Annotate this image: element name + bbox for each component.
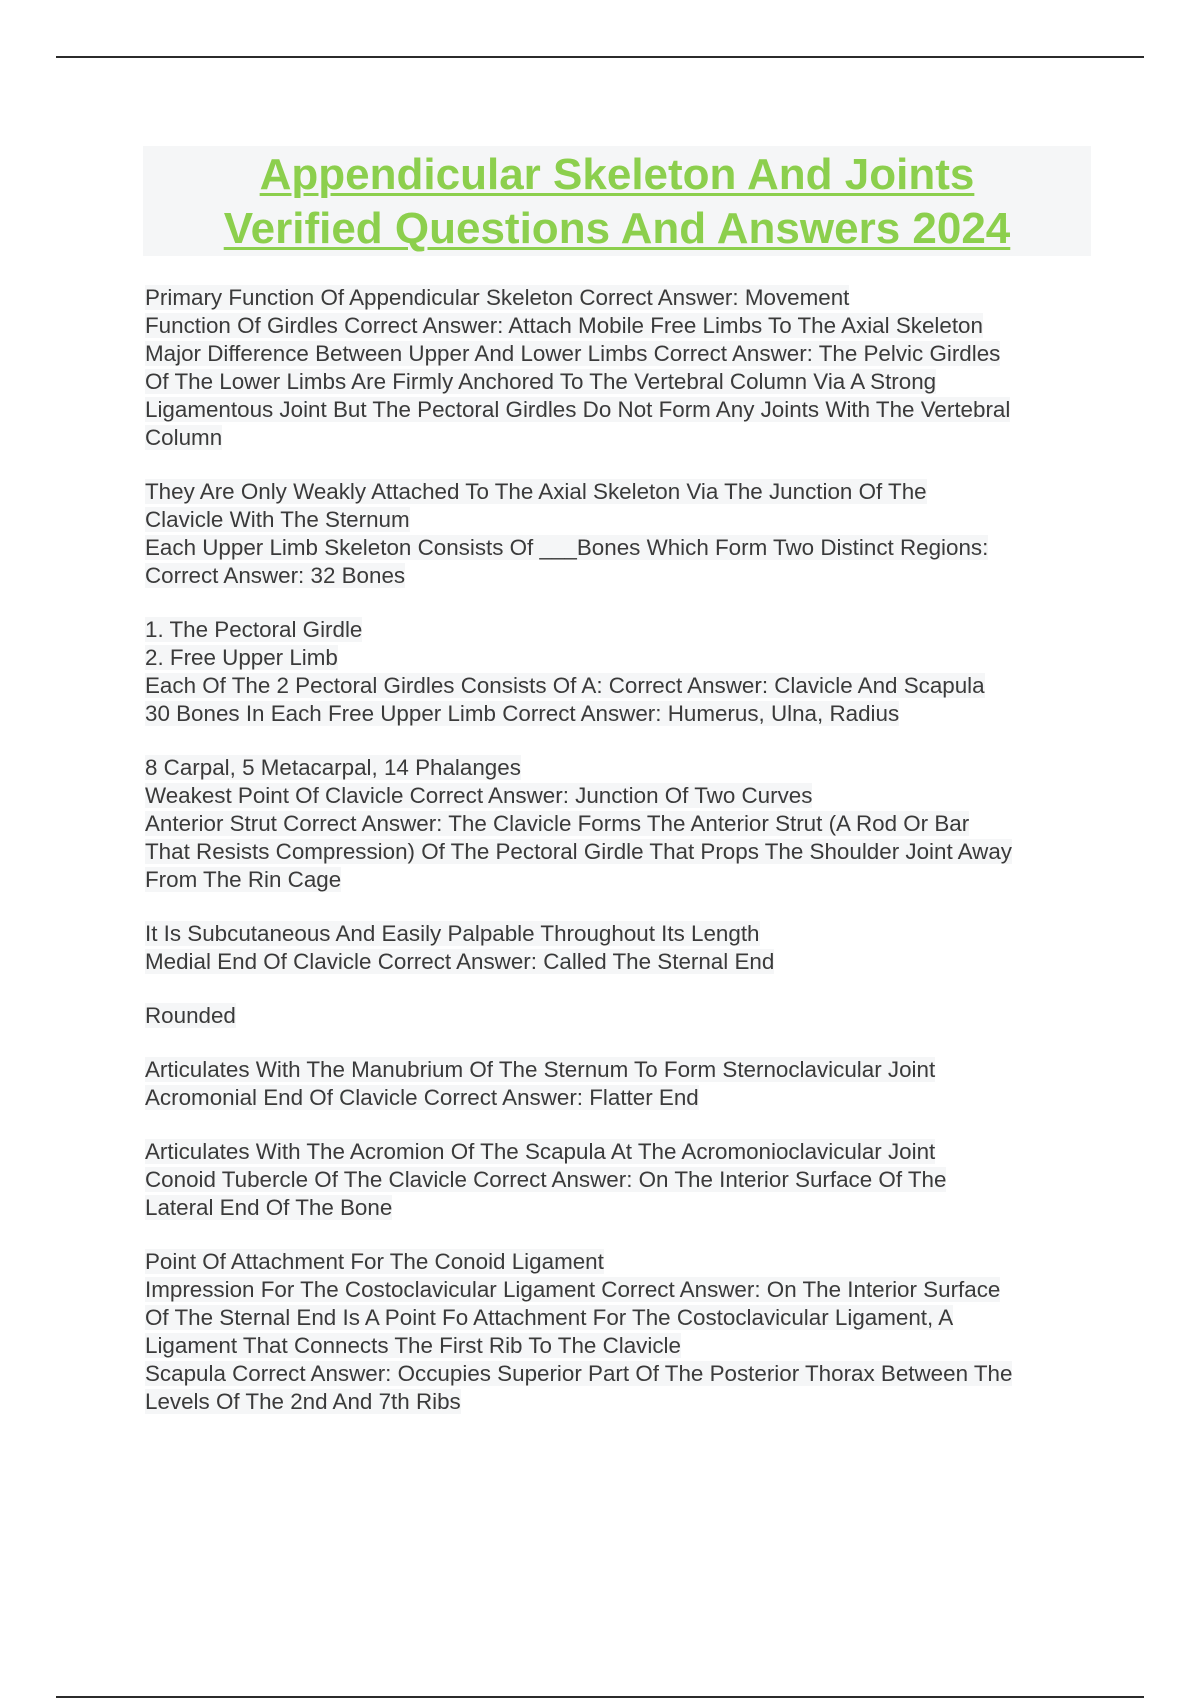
- text-line: [145, 672, 1095, 700]
- text-line: [145, 1084, 1095, 1112]
- text-line-content: 8 Carpal, 5 Metacarpal, 14 Phalanges: [145, 755, 521, 780]
- text-line: [145, 478, 1095, 506]
- text-line: [145, 616, 1095, 644]
- text-line-content: Function Of Girdles Correct Answer: Attach Mobile Free Limbs To The Axial Skeleton: [145, 313, 983, 338]
- qa-paragraph: [145, 616, 1095, 728]
- text-line: [145, 1138, 1095, 1166]
- text-line: [145, 1194, 1095, 1222]
- text-line: [145, 920, 1095, 948]
- text-line-content: Each Upper Limb Skeleton Consists Of ___Bones Which Form Two Distinct Regions:: [145, 535, 989, 560]
- text-line: [145, 506, 1095, 534]
- text-line-content: Levels Of The 2nd And 7th Ribs: [145, 1389, 461, 1414]
- text-line: [145, 810, 1095, 838]
- qa-paragraph: [145, 1248, 1095, 1416]
- text-line: [145, 838, 1095, 866]
- text-line-content: Articulates With The Acromion Of The Scapula At The Acromonioclavicular Joint: [145, 1139, 936, 1164]
- text-line-content: From The Rin Cage: [145, 867, 342, 892]
- qa-paragraph: [145, 920, 1095, 976]
- text-line: [145, 396, 1095, 424]
- qa-paragraph: [145, 754, 1095, 894]
- text-line-content: Correct Answer: 32 Bones: [145, 563, 406, 588]
- text-line-content: Major Difference Between Upper And Lower Limbs Correct Answer: The Pelvic Girdles: [145, 341, 1001, 366]
- text-line-content: Of The Sternal End Is A Point Fo Attachment For The Costoclavicular Ligament, A: [145, 1305, 954, 1330]
- text-line-content: 30 Bones In Each Free Upper Limb Correct Answer: Humerus, Ulna, Radius: [145, 701, 900, 726]
- text-line: [145, 948, 1095, 976]
- text-line-content: Impression For The Costoclavicular Ligament Correct Answer: On The Interior Surface: [145, 1277, 1001, 1302]
- text-line: [145, 700, 1095, 728]
- text-line: [145, 368, 1095, 396]
- text-line: [145, 866, 1095, 894]
- text-line-content: Each Of The 2 Pectoral Girdles Consists Of A: Correct Answer: Clavicle And Scapula: [145, 673, 985, 698]
- text-line-content: They Are Only Weakly Attached To The Axial Skeleton Via The Junction Of The: [145, 479, 927, 504]
- qa-paragraph: [145, 1138, 1095, 1222]
- text-line: [145, 424, 1095, 452]
- page-title-line-1: Appendicular Skeleton And Joints: [259, 150, 975, 199]
- qa-paragraph: [145, 1002, 1095, 1030]
- text-line-content: Primary Function Of Appendicular Skeleton Correct Answer: Movement: [145, 285, 850, 310]
- bottom-rule: [56, 1696, 1144, 1698]
- text-line-content: Anterior Strut Correct Answer: The Clavicle Forms The Anterior Strut (A Rod Or Bar: [145, 811, 970, 836]
- qa-paragraph: [145, 478, 1095, 590]
- text-line-content: Column: [145, 425, 223, 450]
- text-line: [145, 1388, 1095, 1416]
- text-line-content: Articulates With The Manubrium Of The Sternum To Form Sternoclavicular Joint: [145, 1057, 936, 1082]
- text-line-content: 2. Free Upper Limb: [145, 645, 338, 670]
- text-line: [145, 644, 1095, 672]
- text-line: [145, 562, 1095, 590]
- text-line: [145, 1276, 1095, 1304]
- text-line: [145, 1166, 1095, 1194]
- text-line-content: Rounded: [145, 1003, 236, 1028]
- qa-paragraph: [145, 284, 1095, 452]
- text-line-content: Ligament That Connects The First Rib To The Clavicle: [145, 1333, 681, 1358]
- text-line: [145, 1002, 1095, 1030]
- text-line: [145, 284, 1095, 312]
- text-line-content: Point Of Attachment For The Conoid Ligament: [145, 1249, 604, 1274]
- text-line: [145, 1360, 1095, 1388]
- text-line: [145, 312, 1095, 340]
- text-line: [145, 1248, 1095, 1276]
- text-line-content: It Is Subcutaneous And Easily Palpable Throughout Its Length: [145, 921, 760, 946]
- qa-paragraph: [145, 1056, 1095, 1112]
- text-line-content: Acromonial End Of Clavicle Correct Answer: Flatter End: [145, 1085, 699, 1110]
- text-line-content: Clavicle With The Sternum: [145, 507, 410, 532]
- title-block: [143, 146, 1091, 256]
- text-line-content: Ligamentous Joint But The Pectoral Girdles Do Not Form Any Joints With The Vertebral: [145, 397, 1011, 422]
- text-line: [145, 534, 1095, 562]
- top-rule: [56, 56, 1144, 58]
- text-line-content: Of The Lower Limbs Are Firmly Anchored To The Vertebral Column Via A Strong: [145, 369, 937, 394]
- document-body: [145, 284, 1095, 1442]
- text-line-content: Scapula Correct Answer: Occupies Superior Part Of The Posterior Thorax Between The: [145, 1361, 1013, 1386]
- page-title-line-2: Verified Questions And Answers 2024: [223, 204, 1011, 253]
- text-line: [145, 782, 1095, 810]
- text-line-content: Conoid Tubercle Of The Clavicle Correct Answer: On The Interior Surface Of The: [145, 1167, 947, 1192]
- text-line: [145, 754, 1095, 782]
- text-line: [145, 1056, 1095, 1084]
- text-line: [145, 340, 1095, 368]
- text-line-content: Medial End Of Clavicle Correct Answer: Called The Sternal End: [145, 949, 775, 974]
- text-line-content: That Resists Compression) Of The Pectoral Girdle That Props The Shoulder Joint Away: [145, 839, 1013, 864]
- text-line: [145, 1332, 1095, 1360]
- text-line-content: Lateral End Of The Bone: [145, 1195, 393, 1220]
- text-line-content: Weakest Point Of Clavicle Correct Answer: Junction Of Two Curves: [145, 783, 813, 808]
- text-line: [145, 1304, 1095, 1332]
- text-line-content: 1. The Pectoral Girdle: [145, 617, 363, 642]
